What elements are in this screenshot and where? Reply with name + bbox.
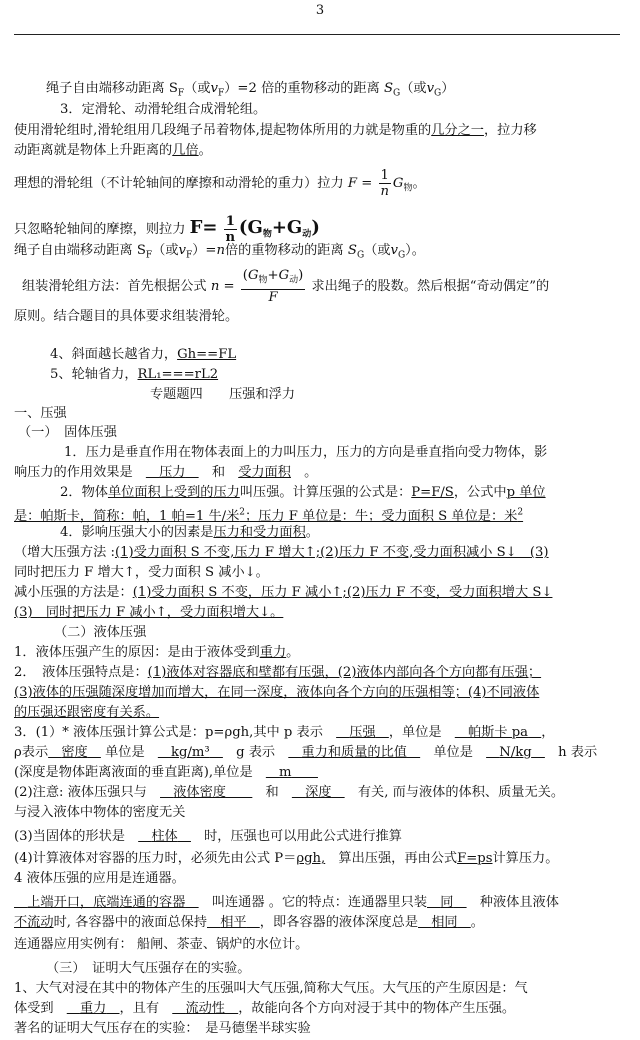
text-line: 连通器应用实例有： 船闸、茶壶、锅炉的水位计。 — [14, 937, 309, 952]
text-line: 上端开口，底端连通的容器 叫连通器 。它的特点：连通器里只装 同 种液体且液体 — [27, 895, 559, 910]
page-number: 3 — [315, 3, 325, 18]
text-line: 动距离就是物体上升距离的几倍。 — [14, 143, 212, 158]
text-line: 绳子自由端移动距离 $S_F$（或$v_F)=2$ 倍的重物移动的距离 $S_G$（或$v_G$） — [46, 81, 455, 99]
text-line: 原则。结合题目的具体要求组装滑轮。 — [14, 309, 239, 324]
text-line: (深度是物体距离液面的垂直距离),单位是 m — [14, 765, 292, 780]
text-line: 不流动时, 各容器中的液面总保持 相平 ，即各容器的液体深度总是 相同 。 — [14, 915, 484, 930]
text-line: (3) 同时把压力 F 减小↑，受力面积增大↓。 — [14, 605, 284, 620]
text-line: 4 液体压强的应用是连通器。 — [14, 871, 185, 886]
text-line: 3．定滑轮、动滑轮组合成滑轮组。 — [60, 102, 267, 117]
heading: 一、压强 — [14, 406, 67, 421]
text-line: 同时把压力 F 增大↑，受力面积 S 减小↓。 — [14, 565, 269, 580]
text-line: 2． 液体压强特点是：(1)液体对容器底和壁都有压强，(2)液体内部向各个方向都有压强； — [14, 665, 542, 680]
text-line: （增大压强方法 :(1)受力面积 S 不变,压力 F 增大↑;(2)压力 F 不变,受力面积减小 S↓ (3) — [14, 545, 549, 560]
text-line: 减小压强的方法是：(1)受力面积 S 不变，压力 F 减小↑;(2)压力 F 不变，受力面积增大 S↓ — [14, 585, 553, 600]
heading: （二）液体压强 — [54, 625, 147, 640]
friction-formula: 只忽略轮轴间的摩擦，则拉力 F= $\frac{1}{n}$ $(G_物+G_动)$ — [14, 214, 320, 245]
section-title: 专题题四 压强和浮力 — [150, 387, 296, 402]
text-line: 3．(1）* 液体压强计算公式是：p=ρgh,其中 p 表示 压强 ，单位是 帕斯卡 pa ， — [14, 725, 555, 740]
text-line: 1．液体压强产生的原因：是由于液体受到重力。 — [14, 645, 300, 660]
text-line: 体受到 重力 ，且有 流动性 ，故能向各个方向对浸于其中的物体产生压强。 — [14, 1001, 516, 1016]
text-line: 2．物体单位面积上受到的压力叫压强。计算压强的公式是：P=F/S，公式中p 单位 — [60, 485, 546, 500]
text-line: 5、轮轴省力，RL₁===rL2 — [50, 367, 219, 382]
text-line: (3)液体的压强随深度增加而增大，在同一深度，液体向各个方向的压强相等；(4)不同液体 — [14, 685, 540, 700]
text-line: (3)当固体的形状是 柱体 时，压强也可以用此公式进行推算 — [14, 829, 402, 844]
text-line: (4)计算液体对容器的压力时，必须先由公式 P＝ρgh, 算出压强，再由公式F=ps计算压力。 — [14, 851, 559, 866]
text-line: 4、斜面越长越省力，Gh==FL — [50, 347, 237, 362]
text-line: 1、大气对浸在其中的物体产生的压强叫大气压强,简称大气压。大气压的产生原因是：气 — [14, 981, 528, 996]
heading: （一） 固体压强 — [18, 425, 117, 440]
text-line: (2)注意: 液体压强只与 液体密度 和 深度 有关, 而与液体的体积、质量无关。 — [14, 785, 565, 800]
header-rule — [14, 34, 620, 35]
heading: （三） 证明大气压强存在的实验。 — [46, 961, 251, 976]
text-line: 1．压力是垂直作用在物体表面上的力叫压力，压力的方向是垂直指向受力物体，影 — [64, 445, 548, 460]
text-line: ρ表示 密度 单位是 kg/m³ g 表示 重力和质量的比值 单位是 N/kg h 表示 — [14, 745, 598, 760]
ideal-pulley-formula: 理想的滑轮组（不计轮轴间的摩擦和动滑轮的重力）拉力 F = $\frac{1}{n}$ $G_物$。 — [14, 168, 426, 199]
text-line: 著名的证明大气压存在的实验： 是马德堡半球实验 — [14, 1021, 311, 1036]
text-line: 是：帕斯卡，简称：帕，1 帕=1 牛/米$^2$；压力 F 单位是：牛；受力面积 S 单位是：米$^2$ — [14, 508, 524, 525]
text-line: 4．影响压强大小的因素是压力和受力面积。 — [60, 525, 319, 540]
text-line: 绳子自由端移动距离 $S_F$（或$v_F)=n$倍的重物移动的距离 $S_G$（或$v_G$）。 — [14, 243, 425, 261]
text-line: 的压强还跟密度有关系。 — [14, 705, 160, 720]
text-line: 响压力的作用效果是 压力 和 受力面积 。 — [14, 465, 318, 480]
text-line: 使用滑轮组时,滑轮组用几段绳子吊着物体,提起物体所用的力就是物重的几分之一，拉力移 — [14, 123, 537, 138]
text-line: 与浸入液体中物体的密度无关 — [14, 805, 186, 820]
assembly-formula: 组装滑轮组方法：首先根据公式 n = $\frac{(G_物+G_动)}{F}$ 求出绳子的股数。然后根据“奇动偶定”的 — [22, 268, 550, 305]
